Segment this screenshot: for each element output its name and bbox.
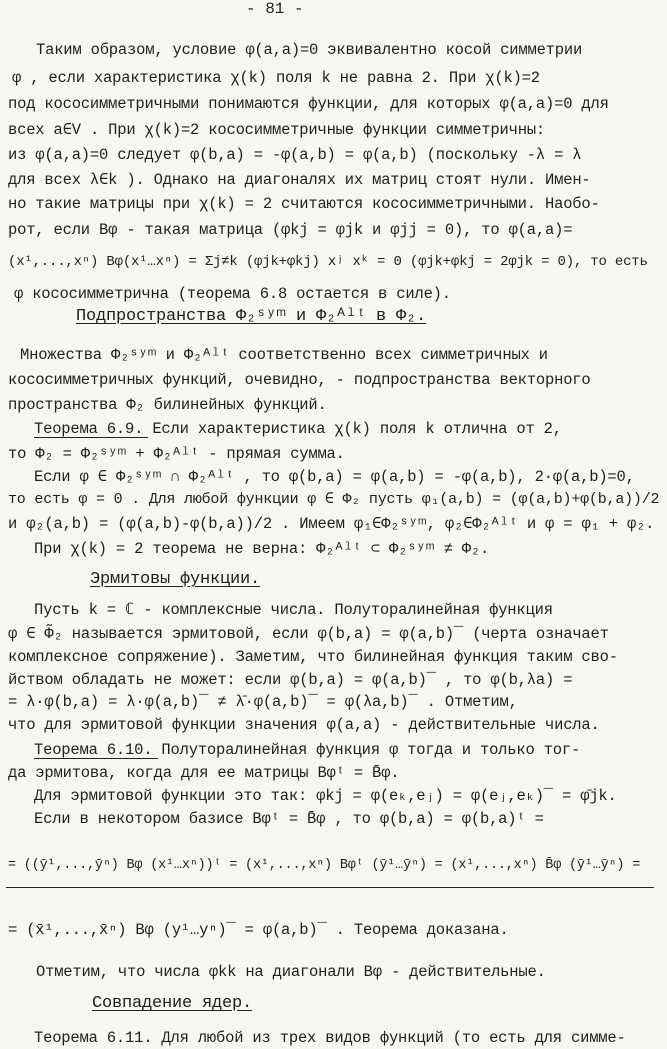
text-line-3: под кососимметричными понимаются функции, для которых φ(a,a)=0 для [8, 95, 609, 113]
text-line-30: Отметим, что числа φkk на диагонали Bφ - действительные. [36, 963, 546, 981]
text-line-17: то есть φ = 0 . Для любой функции φ ∈ Φ₂ пусть φ₁(a,b) = (φ(a,b)+φ(b,a))/2 [8, 491, 660, 508]
text-line-13: пространства Φ₂ билинейных функций. [8, 396, 327, 414]
theorem-6-9-line-2: то Φ₂ = Φ₂ˢʸᵐ + Φ₂ᴬˡᵗ - прямая сумма. [8, 445, 345, 463]
text-line-2: φ , если характеристика χ(k) поля k не равна 2. При χ(k)=2 [12, 69, 540, 87]
text-line-4: всех a∈V . При χ(k)=2 кососимметричные функции симметричны: [8, 121, 546, 139]
page-number: - 81 - [246, 0, 304, 18]
text-line-24: = λ·φ(b,a) = λ·φ(a,b)‾ ≠ λ̄·φ(a,b)‾ = φ(λa,b)‾ . Отметим, [8, 693, 518, 711]
text-line-10: φ кососимметрична (теорема 6.8 остается в силе). [14, 285, 451, 303]
section-heading-kernels: Совпадение ядер. [92, 994, 253, 1013]
text-line-1: Таким образом, условие φ(a,a)=0 эквивалентно косой симметрии [36, 41, 583, 59]
text-line-29: Если в некотором базисе Bφᵗ = B̄φ , то φ(b,a) = φ(b,a)ᵗ = [34, 810, 544, 828]
section-heading-subspaces: Подпространства Φ₂ˢʸᵐ и Φ₂ᴬˡᵗ в Φ₂. [76, 307, 427, 326]
text-line-8: рот, если Bφ - такая матрица (φkj = φjk и φjj = 0), то φ(a,a)= [8, 221, 573, 239]
text-line-12: кососимметричных функций, очевидно, - подпространства векторного [8, 371, 591, 389]
text-line-18: и φ₂(a,b) = (φ(a,b)-φ(b,a))/2 . Имеем φ₁∈Φ₂ˢʸᵐ, φ₂∈Φ₂ᴬˡᵗ и φ = φ₁ + φ₂. [8, 515, 655, 533]
equation-line-2: = (x̄¹,...,x̄ⁿ) Bφ (y¹…yⁿ)‾ = φ(a,b)‾ . Теорема доказана. [8, 921, 509, 939]
text-line-11: Множества Φ₂ˢʸᵐ и Φ₂ᴬˡᵗ соответственно всех симметричных и [20, 346, 548, 364]
text-line-23: йством обладать не может: если φ(b,a) = φ(a,b)‾ , то φ(b,λa) = [8, 671, 573, 689]
text-line-21: φ ∈ Φ̃₂ называется эрмитовой, если φ(b,a) = φ(a,b)‾ (черта означает [8, 625, 609, 643]
text-line-5: из φ(a,a)=0 следует φ(b,a) = -φ(a,b) = φ(a,b) (поскольку -λ = λ [8, 146, 582, 164]
text-line-25: что для эрмитовой функции значения φ(a,a) - действительные числа. [8, 716, 600, 734]
theorem-6-10-underline [34, 758, 158, 759]
text-line-19: При χ(k) = 2 теорема не верна: Φ₂ᴬˡᵗ ⊂ Φ₂ˢʸᵐ ≠ Φ₂. [34, 540, 490, 558]
text-line-6: для всех λ∈k ). Однако на диагоналях их матриц стоят нули. Имен- [8, 171, 591, 189]
text-line-7: но такие матрицы при χ(k) = 2 считаются кососимметричными. Наобо- [8, 195, 600, 213]
theorem-6-9-line-1: Теорема 6.9. Если характеристика χ(k) поля k отлична от 2, [34, 420, 562, 438]
equation-line-1: = ((ȳ¹,...,ȳⁿ) Bφ (x¹…xⁿ))ᵗ = (x¹,...,xⁿ) Bφᵗ (ȳ¹…ȳⁿ) = (x¹,...,xⁿ) B̄φ (ȳ¹…ȳⁿ) = [8, 858, 641, 873]
text-line-9: (x¹,...,xⁿ) Bφ(x¹…xⁿ) = Σj≠k (φjk+φkj) xʲ xᵏ = 0 (φjk+φkj = 2φjk = 0), то есть [8, 254, 648, 270]
section-heading-hermitian: Эрмитовы функции. [90, 570, 261, 589]
theorem-6-10-line-2: да эрмитова, когда для ее матрицы Bφᵗ = B̄φ. [8, 764, 400, 782]
equation-separator [6, 887, 654, 888]
text-line-22: комплексное сопряжение). Заметим, что билинейная функция таким сво- [8, 648, 618, 666]
text-line-28: Для эрмитовой функции это так: φkj = φ(eₖ,eⱼ) = φ(eⱼ,eₖ)‾ = φ̄jk. [34, 787, 617, 805]
text-line-31: Теорема 6.11. Для любой из трех видов функций (то есть для симме- [34, 1029, 626, 1047]
theorem-6-9-underline [34, 437, 148, 438]
text-line-20: Пусть k = ℂ - комплексные числа. Полуторалинейная функция [34, 601, 553, 619]
theorem-6-10-line-1: Теорема 6.10. Полуторалинейная функция φ тогда и только тог- [34, 741, 581, 759]
text-line-16: Если φ ∈ Φ₂ˢʸᵐ ∩ Φ₂ᴬˡᵗ , то φ(b,a) = φ(a,b) = -φ(a,b), 2·φ(a,b)=0, [34, 468, 635, 486]
